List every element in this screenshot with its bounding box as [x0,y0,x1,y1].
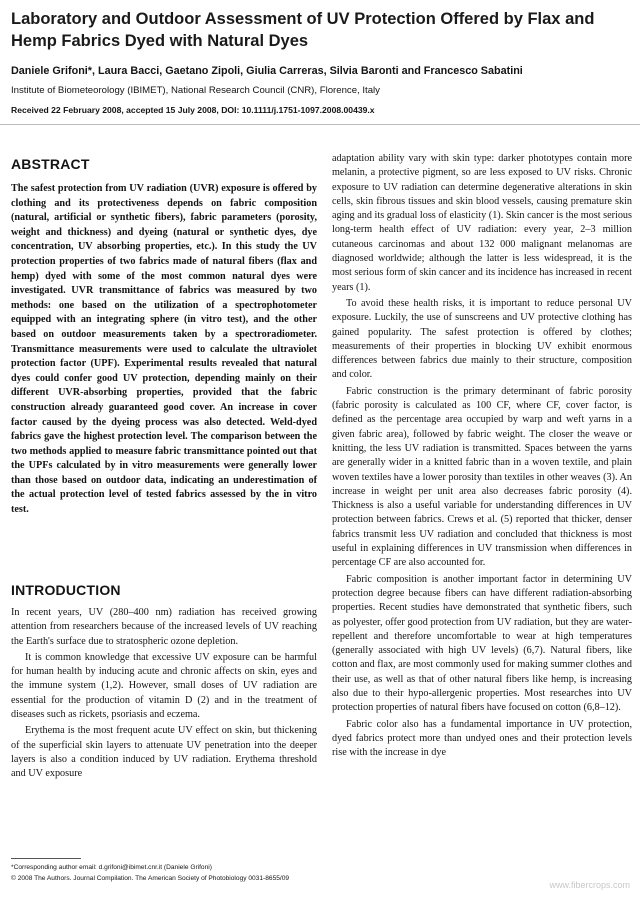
paragraph: Fabric construction is the primary determinant of fabric porosity (fabric porosity is calculated as 100 CF, where CF, cover factor, is defined as the percentage area occupied by warp and weft yarns in a given fabric area), followed by fabric weight. The closer the weave or knitting, the less UV radiation is transmitted. Spaces between the yarns are generally wider in a knitted fabric than in a woven textile, and plain woven textiles have a lower porosity than textiles in other weaves (3). An increase in weight per unit area also decreases fabric porosity (4). Thickness is also a useful variable for understanding differences in UV protection between fabrics. Crews et al. (5) reported that thicker, denser fabrics transmit less UV radiation and concluded that thickness is most useful in explaining differences in UV transmission when differences in percentage CF are also accounted for. [332,385,632,569]
paragraph: It is common knowledge that excessive UV exposure can be harmful for human health by inducing acute and chronic affects on skin, eyes and the immune system (1,2). However, small doses of UV radiation are essential for the production of vitamin D (2) and in the treatment of diseases such as rickets, psoriasis and eczema. [11,651,317,721]
article-title: Laboratory and Outdoor Assessment of UV Protection Offered by Flax and Hemp Fabrics Dyed with Natural Dyes [11,10,595,50]
received-line: Received 22 February 2008, accepted 15 July 2008, DOI: 10.1111/j.1751-1097.2008.00439.x [11,105,375,115]
paragraph: Fabric color also has a fundamental importance in UV protection, dyed fabrics protect more than undyed ones and their protection levels rise with the increase in dye [332,718,632,759]
paragraph: To avoid these health risks, it is important to reduce personal UV exposure. Luckily, the use of sunscreens and UV protective clothing has gained popularity. The safest protection is offered by clothes; measurements of their properties in blocking UV exhibit enormous differences between fabrics due mainly to their structure, composition and color. [332,297,632,381]
affiliation: Institute of Biometeorology (IBIMET), National Research Council (CNR), Florence, Italy [11,85,380,96]
introduction-body [11,606,317,782]
header-rule [0,124,640,125]
author-list: Daniele Grifoni*, Laura Bacci, Gaetano Zipoli, Giulia Carreras, Silvia Baronti and Francesco Sabatini [11,65,523,77]
corresponding-author: *Corresponding author email: d.grifoni@ibimet.cnr.it (Daniele Grifoni) [11,864,212,871]
paragraph: Erythema is the most frequent acute UV effect on skin, but thickening of the superficial skin layers to attenuate UV penetration into the deeper layers is also a condition induced by UV radiation. Erythema threshold and UV exposure [11,725,317,780]
footnote [11,862,317,884]
footnote-rule [11,858,81,859]
copyright-line: © 2008 The Authors. Journal Compilation. The American Society of Photobiology 0031-8655/09 [11,875,290,882]
paragraph: In recent years, UV (280–400 nm) radiation has received growing attention from researchers because of the increased levels of UV reaching the Earth's surface due to stratospheric ozone depletion. [11,607,317,647]
introduction-heading: INTRODUCTION [11,582,121,598]
abstract-heading: ABSTRACT [11,156,90,172]
watermark: www.fibercrops.com [549,880,630,890]
paragraph: adaptation ability vary with skin type: darker phototypes contain more melanin, a protective pigment, so are less exposed to UV risks. Chronic exposure to UV radiation can determine degenerative alterations in skin cells, skin fibrous tissues and skin blood vessels, causing premature skin aging and its gradual loss of elasticity (1). Skin cancer is the most serious long-term health effect of UV radiation: every year, 2–3 million cutaneous carcinomas and about 132 000 malignant melanomas are diagnosed worldwide; although the latter is less widespread, it is the most serious form of skin cancer and its incidence has increased in recent years (1). [332,153,632,293]
right-column-body [332,152,632,760]
paragraph: Fabric composition is another important factor in determining UV protection degree because fibers can have different radiation-absorbing properties. Recent studies have demonstrated that synthetic fibers, such as polyester, offer good protection from UV radiation, but they are water-repellent and therefore uncomfortable to wear at high temperatures (generally associated with high UV levels) (6,7). Natural fibers, like cotton and flax, are most commonly used for making summer clothes and their use, as well as that of other natural fibers like hemp, is increasing also due to their hypo-allergenic properties. Most researches into UV protection properties of natural fibers have focused on cotton (6,8–12). [332,573,632,714]
abstract-text: The safest protection from UV radiation (UVR) exposure is offered by clothing and its protectiveness depends on fabric composition (natural, artificial or synthetic fibers), fabric parameters (porosity, weight and thickness) and dyeing (natural or synthetic dyes, dye concentration, UV absorbing properties, etc.). In this study the UV protection properties of two fabrics made of natural fibers (flax and hemp) dyed with some of the most common natural dyes were investigated. UVR transmittance of fabrics was measured by two methods: one based on the utilization of a spectrophotometer equipped with an integrating sphere (in vitro test), and the other based on outdoor measurements taken by a spectroradiometer. Transmittance measurements were used to calculate the ultraviolet protection factor (UPF). Experimental results revealed that natural dyes could confer good UV protection, depending mainly on their different UVR-absorbing properties, provided that the fabric construction already guaranteed good cover. An increase in cover factor caused by the dyeing process was also detected. Weld-dyed fabrics gave the highest protection level. The comparison between the two methods applied to measure fabric transmittance pointed out that the UPFs calculated by in vitro measurements were generally lower than those based on outdoor data, indicating an underestimation of the actual protection level of tested fabrics assessed by the in vitro test. [11,183,317,516]
